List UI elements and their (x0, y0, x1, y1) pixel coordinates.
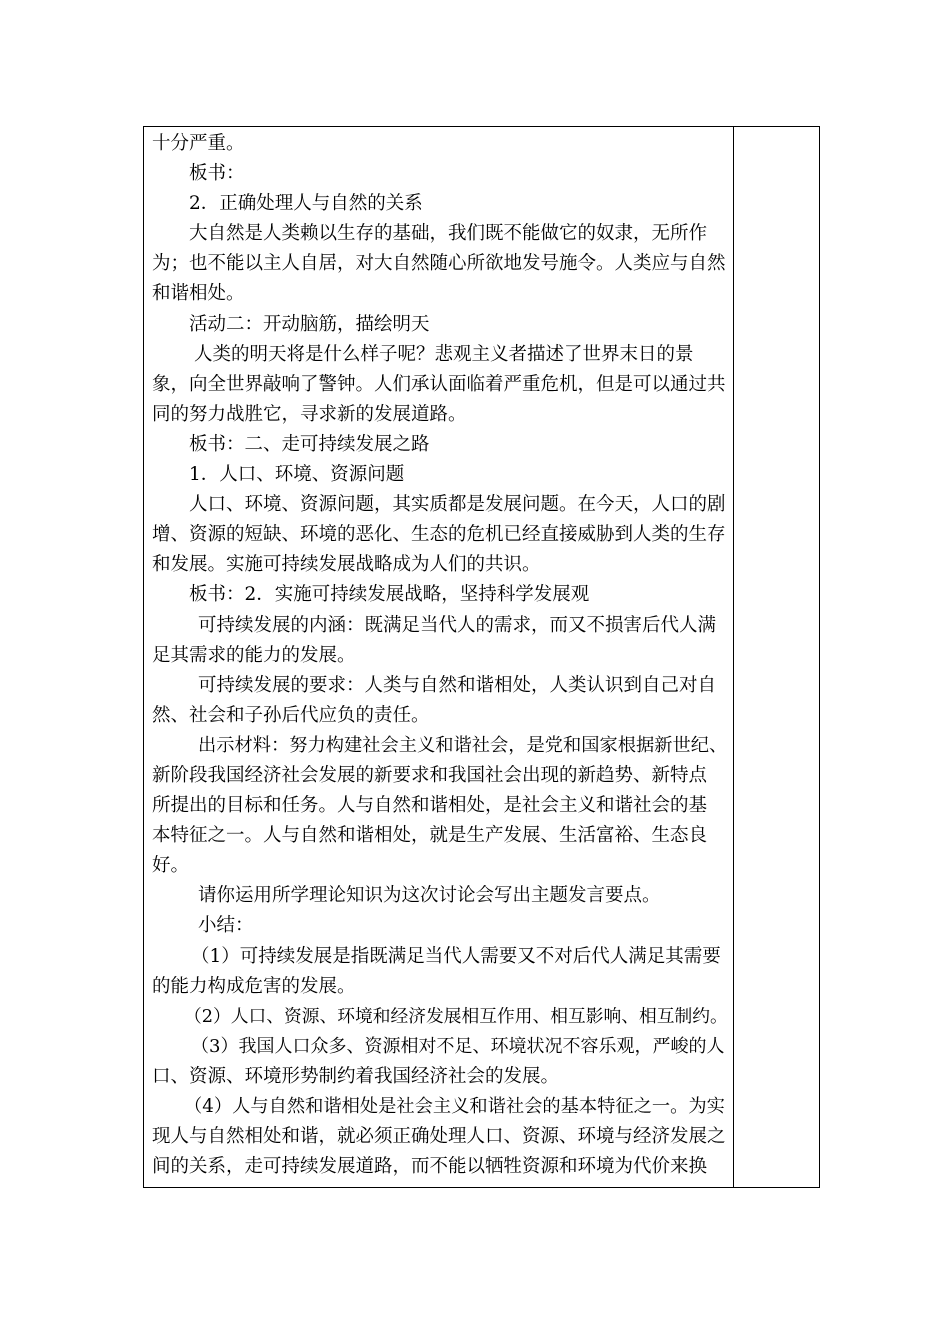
text-line: 出示材料：努力构建社会主义和谐社会，是党和国家根据新世纪、 (198, 734, 728, 756)
text-line: 新阶段我国经济社会发展的新要求和我国社会出现的新趋势、新特点 (152, 764, 708, 786)
summary-item: （4）人与自然和谐相处是社会主义和谐社会的基本特征之一。为实 (184, 1096, 725, 1117)
text-line: 同的努力战胜它，寻求新的发展道路。 (152, 403, 467, 425)
text-line: 和发展。实施可持续发展战略成为人们的共识。 (152, 554, 541, 576)
text-line: 板书： (189, 163, 245, 185)
lesson-content (152, 129, 730, 1182)
summary-heading: 小结： (198, 915, 254, 937)
text-line: 现人与自然相处和谐，就必须正确处理人口、资源、环境与经济发展之 (152, 1126, 726, 1148)
summary-item: （2）人口、资源、环境和经济发展相互作用、相互影响、相互制约。 (184, 1006, 728, 1027)
summary-item: （3）我国人口众多、资源相对不足、环境状况不容乐观，严峻的人 (191, 1035, 725, 1057)
text-line: 人口、环境、资源问题，其实质都是发展问题。在今天，人口的剧 (189, 494, 726, 516)
text-line: 十分严重。 (152, 133, 245, 154)
summary-item: （1）可持续发展是指既满足当代人需要又不对后代人满足其需要 (191, 945, 721, 967)
text-line: 本特征之一。人与自然和谐相处，就是生产发展、生活富裕、生态良 (152, 825, 708, 847)
text-line: 可持续发展的要求：人类与自然和谐相处，人类认识到自己对自 (198, 674, 717, 696)
text-line: 然、社会和子孙后代应负的责任。 (152, 704, 430, 726)
section-heading: 1．人口、环境、资源问题 (189, 464, 405, 486)
text-line: 可持续发展的内涵：既满足当代人的需求，而又不损害后代人满 (198, 614, 717, 636)
text-line: 象，向全世界敲响了警钟。人们承认面临着严重危机，但是可以通过共 (152, 373, 726, 395)
text-line: 所提出的目标和任务。人与自然和谐相处，是社会主义和谐社会的基 (152, 795, 708, 817)
section-heading: 板书：2．实施可持续发展战略，坚持科学发展观 (189, 584, 590, 606)
text-line: 请你运用所学理论知识为这次讨论会写出主题发言要点。 (198, 885, 661, 907)
text-line: 间的关系，走可持续发展道路，而不能以牺牲资源和环境为代价来换 (152, 1156, 708, 1178)
lesson-table (143, 126, 820, 1188)
text-line: 人类的明天将是什么样子呢？悲观主义者描述了世界末日的景 (194, 343, 694, 365)
section-heading: 2．正确处理人与自然的关系 (189, 193, 423, 215)
text-line: 增、资源的短缺、环境的恶化、生态的危机已经直接威胁到人类的生存 (152, 524, 726, 546)
text-line: 为；也不能以主人自居，对大自然随心所欲地发号施令。人类应与自然 (152, 253, 726, 275)
text-line: 和谐相处。 (152, 283, 245, 305)
text-line: 的能力构成危害的发展。 (152, 975, 356, 997)
text-line: 好。 (152, 855, 190, 877)
text-line: 大自然是人类赖以生存的基础，我们既不能做它的奴隶，无所作 (189, 223, 708, 245)
activity-heading: 活动二：开动脑筋，描绘明天 (189, 313, 430, 335)
section-heading: 板书：二、走可持续发展之路 (189, 433, 430, 455)
text-line: 足其需求的能力的发展。 (152, 644, 356, 666)
column-divider (733, 127, 734, 1187)
text-line: 口、资源、环境形势制约着我国经济社会的发展。 (152, 1065, 560, 1087)
